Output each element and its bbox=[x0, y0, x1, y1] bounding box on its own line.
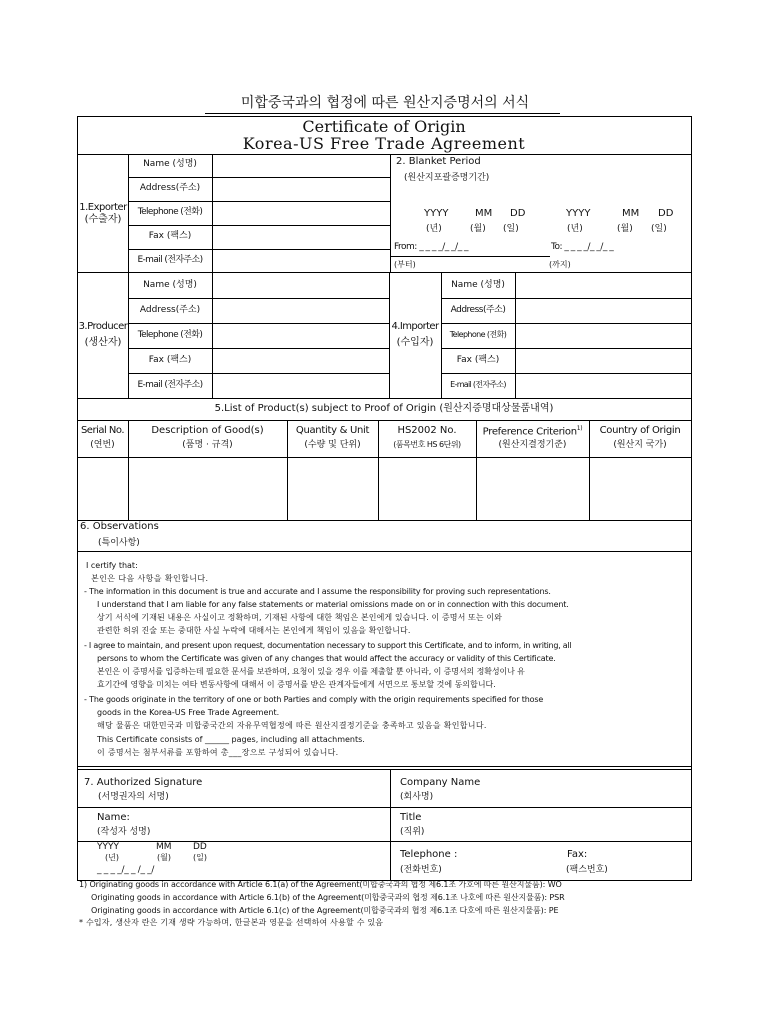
producer-telephone-label: Telephone (전화) bbox=[137, 330, 203, 340]
observations-label-ko: (특이사항) bbox=[98, 538, 140, 548]
col-hs-ko: (품목번호 HS 6단위) bbox=[393, 440, 461, 449]
signature-company-divider bbox=[390, 769, 391, 880]
importer-fax-field[interactable] bbox=[516, 349, 690, 372]
sign-date-m-ko: (월) bbox=[157, 853, 171, 862]
blanket-to-yyyy: YYYY bbox=[566, 208, 591, 219]
company-telephone-field[interactable] bbox=[465, 845, 560, 863]
section-rule bbox=[77, 551, 692, 552]
producer-telephone-field[interactable] bbox=[213, 324, 388, 347]
section-rule bbox=[77, 520, 692, 521]
blanket-from-mm: MM bbox=[475, 208, 493, 219]
section-rule-double bbox=[77, 769, 692, 770]
products-title-rule bbox=[77, 420, 692, 421]
blanket-to-y-ko: (년) bbox=[567, 224, 583, 234]
exporter-address-field[interactable] bbox=[213, 178, 389, 200]
certificate-title: Certificate of Origin bbox=[302, 117, 466, 136]
sign-date-dd: DD bbox=[193, 842, 207, 852]
producer-name-label: Name (성명) bbox=[143, 280, 197, 290]
footnote: Originating goods in accordance with Article 6.1(b) of the Agreement(미합중국과의 협정 제6.1조 나호에 따른 원산지물품): PSR bbox=[91, 893, 565, 902]
certificate-subtitle: Korea-US Free Trade Agreement bbox=[242, 134, 526, 153]
sign-date-y-ko: (년) bbox=[105, 853, 119, 862]
importer-telephone-field[interactable] bbox=[516, 324, 690, 347]
certify-line: - The information in this document is true and accurate and I assume the responsibility for proving such representations. bbox=[84, 587, 551, 596]
exporter-blanket-divider bbox=[390, 154, 391, 272]
blanket-to-dd: DD bbox=[658, 208, 674, 219]
exporter-address-label: Address(주소) bbox=[139, 183, 201, 193]
col-hs: HS2002 No. bbox=[397, 425, 457, 436]
signer-name-field[interactable] bbox=[140, 809, 385, 839]
producer-address-label: Address(주소) bbox=[139, 305, 201, 315]
importer-name-label: Name (성명) bbox=[451, 280, 505, 290]
producer-fax-field[interactable] bbox=[213, 349, 388, 372]
certify-line: I understand that I am liable for any false statements or material omissions made on or in connection with this document. bbox=[97, 600, 569, 609]
company-fax-label-ko: (팩스번호) bbox=[566, 865, 608, 875]
importer-address-field[interactable] bbox=[516, 299, 690, 322]
footnote: Originating goods in accordance with Article 6.1(c) of the Agreement(미합중국과의 협정 제6.1조 다호에 따른 원산지물품): PE bbox=[91, 906, 559, 915]
blanket-from-m-ko: (월) bbox=[470, 224, 486, 234]
blanket-to-mm: MM bbox=[622, 208, 640, 219]
blanket-period-label-ko: (원산지포괄증명기간) bbox=[404, 173, 490, 183]
certify-line: 효기간에 영향을 미치는 여타 변동사항에 대해서 이 증명서를 받은 관계자들에게 서면으로 통보할 것에 동의합니다. bbox=[97, 680, 496, 689]
col-preference-label: Preference Criterion bbox=[482, 426, 577, 438]
exporter-label: 1.Exporter bbox=[79, 202, 127, 213]
producer-email-field[interactable] bbox=[213, 374, 388, 397]
importer-email-field[interactable] bbox=[516, 374, 690, 397]
company-telephone-label: Telephone : bbox=[400, 849, 458, 860]
certify-line: - I agree to maintain, and present upon request, documentation necessary to support this Certificate, and to inform, in writing, all bbox=[84, 641, 572, 650]
sign-date-mm: MM bbox=[156, 842, 172, 852]
exporter-email-field[interactable] bbox=[213, 250, 389, 271]
product-row-entry[interactable] bbox=[78, 458, 690, 519]
company-name-label-ko: (회사명) bbox=[400, 792, 434, 802]
certify-line: I certify that: bbox=[86, 561, 138, 570]
importer-address-label: Address(주소) bbox=[450, 305, 506, 315]
exporter-label-ko: (수출자) bbox=[84, 214, 122, 225]
producer-address-field[interactable] bbox=[213, 299, 388, 322]
blanket-from-d-ko: (일) bbox=[503, 224, 519, 234]
blanket-from-ko: (부터) bbox=[394, 260, 416, 269]
blanket-from-field[interactable]: From: _ _ _ _/_ _/_ _ bbox=[394, 242, 469, 252]
importer-fax-label: Fax (팩스) bbox=[456, 355, 500, 365]
company-telephone-label-ko: (전화번호) bbox=[400, 865, 442, 875]
blanket-from-y-ko: (년) bbox=[426, 224, 442, 234]
exporter-name-field[interactable] bbox=[213, 155, 389, 176]
blanket-to-m-ko: (월) bbox=[617, 224, 633, 234]
col-serial-ko: (연번) bbox=[90, 440, 115, 450]
company-fax-label: Fax: bbox=[567, 849, 588, 860]
company-fax-field[interactable] bbox=[595, 845, 688, 863]
certify-line: 본인은 이 증명서를 입증하는데 필요한 문서를 보관하며, 요청이 있을 경우 이를 제출할 뿐 아니라, 이 증명서의 정확성이나 유 bbox=[97, 667, 525, 676]
col-quantity: Quantity & Unit bbox=[295, 425, 370, 436]
certify-line: 관련한 허위 진술 또는 중대한 사실 누락에 대해서는 본인에게 책임이 있음을 확인합니다. bbox=[97, 626, 411, 635]
col-preference-footnote-mark: 1) bbox=[576, 425, 583, 432]
col-description: Description of Good(s) bbox=[151, 425, 264, 436]
certify-line: persons to whom the Certificate was given of any changes that would affect the accuracy or validity of this Certificate. bbox=[97, 654, 556, 663]
title-underline bbox=[205, 113, 560, 114]
company-name-field[interactable] bbox=[490, 771, 688, 805]
producer-email-label: E-mail (전자주소) bbox=[137, 380, 203, 390]
signer-name-label-ko: (작성자 성명) bbox=[97, 827, 151, 837]
importer-telephone-label: Telephone (전화) bbox=[449, 330, 507, 339]
col-country-ko: (원산지 국가) bbox=[613, 440, 667, 450]
blanket-period-label: 2. Blanket Period bbox=[396, 156, 481, 167]
sign-date-d-ko: (일) bbox=[193, 853, 207, 862]
signature-label: 7. Authorized Signature bbox=[84, 777, 203, 788]
sign-date-yyyy: YYYY bbox=[97, 842, 119, 852]
blanket-from-dd: DD bbox=[510, 208, 526, 219]
certify-line: 해당 물품은 대한민국과 미합중국간의 자유무역협정에 따른 원산지결정기준을 충족하고 있음을 확인합니다. bbox=[97, 721, 487, 730]
company-name-label: Company Name bbox=[400, 777, 481, 788]
observations-field[interactable] bbox=[180, 522, 690, 550]
title-field[interactable] bbox=[450, 809, 688, 839]
producer-name-field[interactable] bbox=[213, 273, 388, 297]
importer-name-field[interactable] bbox=[516, 273, 690, 297]
exporter-fax-label: Fax (팩스) bbox=[148, 231, 192, 241]
blanket-to-d-ko: (일) bbox=[651, 224, 667, 234]
blanket-from-yyyy: YYYY bbox=[424, 208, 449, 219]
col-quantity-ko: (수량 및 단위) bbox=[304, 440, 361, 450]
blanket-to-ko: (까지) bbox=[549, 260, 571, 269]
col-serial: Serial No. bbox=[80, 425, 125, 436]
observations-label: 6. Observations bbox=[80, 521, 159, 532]
producer-fax-label: Fax (팩스) bbox=[148, 355, 192, 365]
exporter-telephone-label: Telephone (전화) bbox=[137, 207, 203, 217]
title-label: Title bbox=[400, 812, 422, 823]
signature-label-ko: (서명권자의 서명) bbox=[98, 792, 169, 802]
sign-date-field[interactable]: _ _ _ _/_ _ /_ _/ bbox=[97, 865, 155, 875]
certify-line: This Certificate consists of ______ pages, including all attachments. bbox=[97, 735, 365, 744]
col-country: Country of Origin bbox=[599, 425, 681, 436]
col-preference bbox=[476, 426, 589, 437]
signer-name-label: Name: bbox=[97, 812, 130, 823]
certify-line: goods in the Korea-US Free Trade Agreement. bbox=[97, 708, 280, 717]
blanket-rule bbox=[390, 256, 550, 257]
producer-importer-divider bbox=[389, 272, 390, 398]
blanket-to-field[interactable]: To: _ _ _ _/_ _/_ _ bbox=[551, 242, 614, 252]
title-label-ko: (직위) bbox=[400, 827, 425, 837]
importer-label-ko: (수입자) bbox=[396, 337, 434, 348]
certify-line: 이 증명서는 첨부서류를 포함하여 총___장으로 구성되어 있습니다. bbox=[97, 748, 339, 757]
col-description-ko: (품명 · 규격) bbox=[182, 440, 233, 450]
exporter-name-label: Name (성명) bbox=[143, 159, 197, 169]
footnote: 1) Originating goods in accordance with Article 6.1(a) of the Agreement(미합중국과의 협정 제6.1조 가호에 따른 원산지물품): WO bbox=[79, 880, 562, 889]
section-rule bbox=[77, 398, 692, 399]
section-rule bbox=[77, 766, 692, 767]
certify-line: 상기 서식에 기재된 내용은 사실이고 정확하며, 기재된 사항에 대한 책임은 본인에게 있습니다. 이 증명서 또는 이와 bbox=[97, 613, 503, 622]
exporter-email-label: E-mail (전자주소) bbox=[137, 255, 203, 265]
document-title-ko: 미합중국과의 협정에 따른 원산지증명서의 서식 bbox=[240, 95, 530, 111]
certify-line: 본인은 다음 사항을 확인합니다. bbox=[91, 574, 209, 583]
exporter-fax-field[interactable] bbox=[213, 226, 389, 248]
producer-label: 3.Producer bbox=[78, 321, 128, 332]
col-preference-ko: (원산지결정기준) bbox=[498, 440, 567, 450]
row-rule bbox=[77, 807, 692, 808]
footnote: * 수입자, 생산자 란은 기재 생략 가능하며, 한글본과 영문을 선택하여 사용할 수 있음 bbox=[79, 918, 384, 927]
importer-email-label: E-mail (전자주소) bbox=[450, 380, 506, 389]
exporter-telephone-field[interactable] bbox=[213, 202, 389, 224]
products-title: 5.List of Product(s) subject to Proof of Origin (원산지증명대상물품내역) bbox=[214, 403, 554, 414]
producer-label-ko: (생산자) bbox=[84, 337, 122, 348]
importer-label: 4.Importer bbox=[391, 321, 439, 332]
certify-line: - The goods originate in the territory of one or both Parties and comply with the origin requirements specified for those bbox=[84, 695, 544, 704]
